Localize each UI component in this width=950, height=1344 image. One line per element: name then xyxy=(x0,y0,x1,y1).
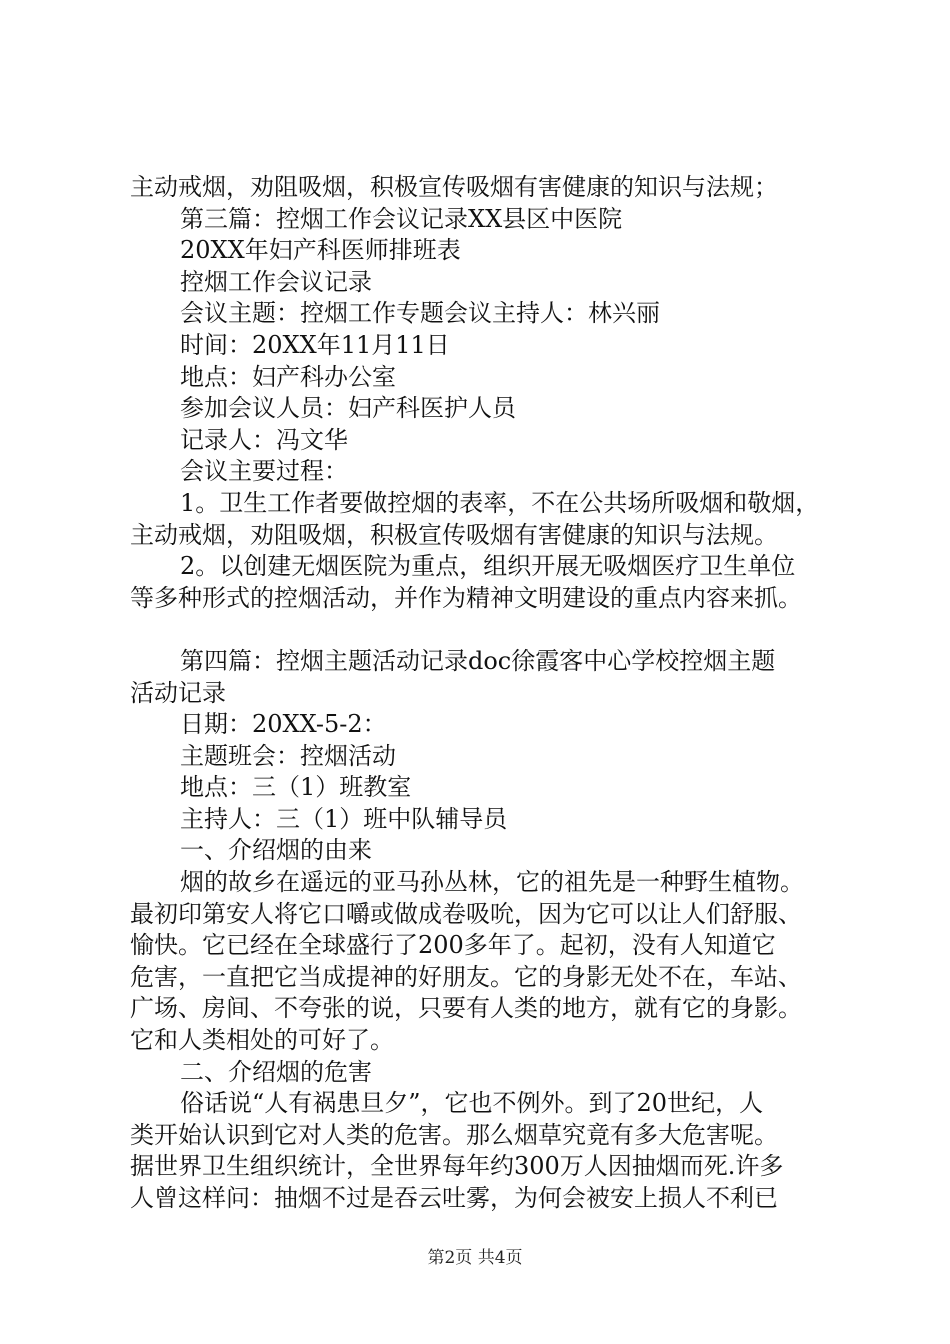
blank-line xyxy=(130,614,852,646)
text-line: 广场、房间、不夸张的说，只要有人类的地方，就有它的身影。 xyxy=(130,994,802,1023)
activity-host: 主持人：三（1）班中队辅导员 xyxy=(180,804,508,833)
text-line: 主动戒烟，劝阻吸烟，积极宣传吸烟有害健康的知识与法规； xyxy=(130,173,778,201)
meeting-attendees: 参加会议人员：妇产科医护人员 xyxy=(180,394,516,423)
meeting-process-heading: 会议主要过程： xyxy=(180,457,348,486)
subsection-heading: 一、介绍烟的由来 xyxy=(180,836,372,865)
text-line: 类开始认识到它对人类的危害。那么烟草究竟有多大危害呢。 xyxy=(130,1120,778,1149)
subsection-heading: 二、介绍烟的危害 xyxy=(180,1057,372,1086)
text-line: 最初印第安人将它口嚼或做成卷吸吮，因为它可以让人们舒服、 xyxy=(130,899,802,928)
text-line: 危害，一直把它当成提神的好朋友。它的身影无处不在，车站、 xyxy=(130,962,802,991)
activity-location: 地点：三（1）班教室 xyxy=(180,773,412,802)
text-line: 据世界卫生组织统计，全世界每年约300万人因抽烟而死.许多 xyxy=(130,1152,784,1181)
activity-date: 日期：20XX-5-2： xyxy=(180,710,387,739)
meeting-location: 地点：妇产科办公室 xyxy=(180,362,396,391)
activity-theme: 主题班会：控烟活动 xyxy=(180,741,396,770)
text-line: 人曾这样问：抽烟不过是吞云吐雾，为何会被安上损人不利已 xyxy=(130,1184,778,1212)
text-line: 主动戒烟，劝阻吸烟，积极宣传吸烟有害健康的知识与法规。 xyxy=(130,520,778,549)
text-line: 等多种形式的控烟活动，并作为精神文明建设的重点内容来抓。 xyxy=(130,583,802,612)
text-line: 2。以创建无烟医院为重点，组织开展无吸烟医疗卫生单位 xyxy=(180,552,796,581)
document-title: 控烟工作会议记录 xyxy=(180,267,372,296)
text-line: 20XX年妇产科医师排班表 xyxy=(180,236,461,265)
meeting-time: 时间：20XX年11月11日 xyxy=(180,330,450,359)
text-line: 烟的故乡在遥远的亚马孙丛林，它的祖先是一种野生植物。 xyxy=(180,868,804,897)
text-line: 1。卫生工作者要做控烟的表率，不在公共场所吸烟和敬烟， xyxy=(180,488,820,517)
text-line: 它和人类相处的可好了。 xyxy=(130,1026,394,1055)
meeting-topic: 会议主题：控烟工作专题会议主持人：林兴丽 xyxy=(180,299,660,328)
page-footer: 第2页 共4页 xyxy=(427,1248,523,1268)
text-line: 俗话说“人有祸患旦夕”，它也不例外。到了20世纪，人 xyxy=(180,1089,764,1118)
section-heading: 第三篇：控烟工作会议记录XX县区中医院 xyxy=(180,204,623,233)
text-line: 活动记录 xyxy=(130,678,226,707)
document-body xyxy=(130,172,852,1215)
meeting-recorder: 记录人：冯文华 xyxy=(180,425,348,454)
text-line: 愉快。它已经在全球盛行了200多年了。起初，没有人知道它 xyxy=(130,931,776,960)
section-heading: 第四篇：控烟主题活动记录doc徐霞客中心学校控烟主题 xyxy=(180,646,776,675)
